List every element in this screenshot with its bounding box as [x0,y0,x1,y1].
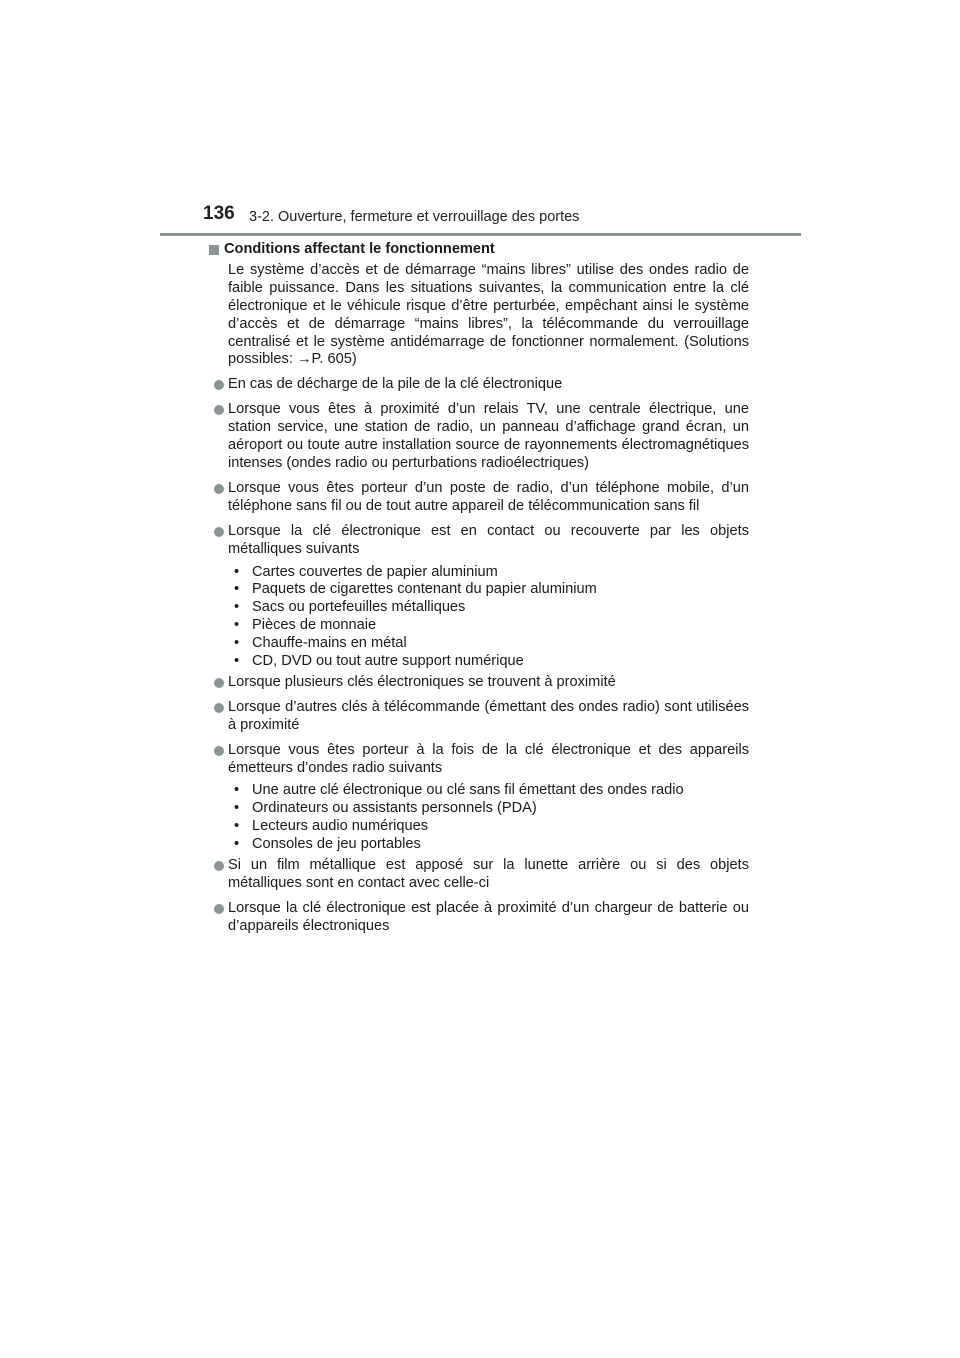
square-bullet-icon [209,245,219,255]
sub-list-item-text: Paquets de cigarettes contenant du papier aluminium [252,581,597,598]
sub-list-item [228,599,749,617]
list-item [209,376,749,394]
circle-bullet-icon [214,405,224,415]
page-content [209,241,749,936]
sub-list-item [228,800,749,818]
circle-bullet-icon [214,484,224,494]
page-header [203,200,803,236]
list-item [209,742,749,778]
list-item [209,857,749,893]
sub-list-item-text: Lecteurs audio numériques [252,818,429,835]
list-item-text: Lorsque la clé électronique est placée à proximité d’un chargeur de batterie ou d’appareils électroniques [228,899,749,934]
section-intro: Le système d’accès et de démarrage “mains libres” utilise des ondes radio de faible puissance. Dans les situations suivantes, la communication entre la clé électronique et le véhicule risque d’être perturbée, empêchant ainsi le système d’accès et de démarrage “mains libres”, la télécommande du verrouillage centralisé et le système antidémarrage de fonctionner normalement. (Solutions possibles: →P. 605) [228,261,749,368]
circle-bullet-icon [214,527,224,537]
list-item [209,523,749,559]
sub-list-item-text: Ordinateurs ou assistants personnels (PDA) [252,800,537,817]
sub-list-item-text: Une autre clé électronique ou clé sans fil émettant des ondes radio [252,782,684,799]
sub-list-item [228,564,749,582]
sub-list-item [228,581,749,599]
list-item-text: En cas de décharge de la pile de la clé électronique [228,376,563,393]
section-heading [209,241,749,259]
list-item-text: Lorsque d’autres clés à télécommande (émettant des ondes radio) sont utilisées à proximité [228,698,749,733]
sub-bullet: • [234,635,240,652]
circle-bullet-icon [214,380,224,390]
list-item [209,480,749,516]
sub-list-item-text: Consoles de jeu portables [252,836,421,853]
list-item-text: Lorsque la clé électronique est en contact ou recouverte par les objets métalliques suivants [228,522,749,557]
sub-bullet: • [234,653,240,670]
sub-list-item [228,782,749,800]
header-rule [160,233,801,236]
sub-bullet: • [234,599,240,616]
sub-list-item-text: CD, DVD ou tout autre support numérique [252,653,524,670]
circle-bullet-icon [214,861,224,871]
sub-list-item [228,653,749,671]
list-item-text: Lorsque vous êtes porteur à la fois de la clé électronique et des appareils émetteurs d’ondes radio suivants [228,741,749,776]
sub-list-item-text: Chauffe-mains en métal [252,635,407,652]
sub-list-item-text: Pièces de monnaie [252,617,377,634]
metal-objects-list [228,564,749,671]
circle-bullet-icon [214,746,224,756]
list-item [209,699,749,735]
sub-bullet: • [234,782,240,799]
chapter-title: 3-2. Ouverture, fermeture et verrouillage des portes [249,209,580,225]
list-item-text: Lorsque vous êtes à proximité d’un relais TV, une centrale électrique, une station service, une station de radio, un panneau d’affichage grand écran, un aéroport ou toute autre installation source de rayonnements électromagnétiques intenses (ondes radio ou perturbations radioélectriques) [228,401,749,471]
sub-list-item-text: Cartes couvertes de papier aluminium [252,563,498,580]
sub-list-item [228,836,749,854]
list-item-text: Lorsque plusieurs clés électroniques se trouvent à proximité [228,673,616,690]
list-item-text: Lorsque vous êtes porteur d’un poste de radio, d’un téléphone mobile, d’un téléphone sans fil ou de tout autre appareil de télécommunication sans fil [228,479,749,514]
circle-bullet-icon [214,703,224,713]
sub-bullet: • [234,836,240,853]
sub-list-item [228,617,749,635]
list-item [209,674,749,692]
radio-devices-list [228,782,749,854]
sub-list-item [228,635,749,653]
page-number: 136 [203,203,235,224]
sub-bullet: • [234,800,240,817]
circle-bullet-icon [214,678,224,688]
sub-bullet: • [234,818,240,835]
sub-list-item-text: Sacs ou portefeuilles métalliques [252,599,466,616]
sub-list-item [228,818,749,836]
sub-bullet: • [234,617,240,634]
list-item [209,401,749,473]
section-heading-text: Conditions affectant le fonctionnement [224,241,495,257]
circle-bullet-icon [214,904,224,914]
sub-bullet: • [234,581,240,598]
list-item [209,900,749,936]
list-item-text: Si un film métallique est apposé sur la lunette arrière ou si des objets métalliques sont en contact avec celle-ci [228,857,749,891]
sub-bullet: • [234,563,240,580]
